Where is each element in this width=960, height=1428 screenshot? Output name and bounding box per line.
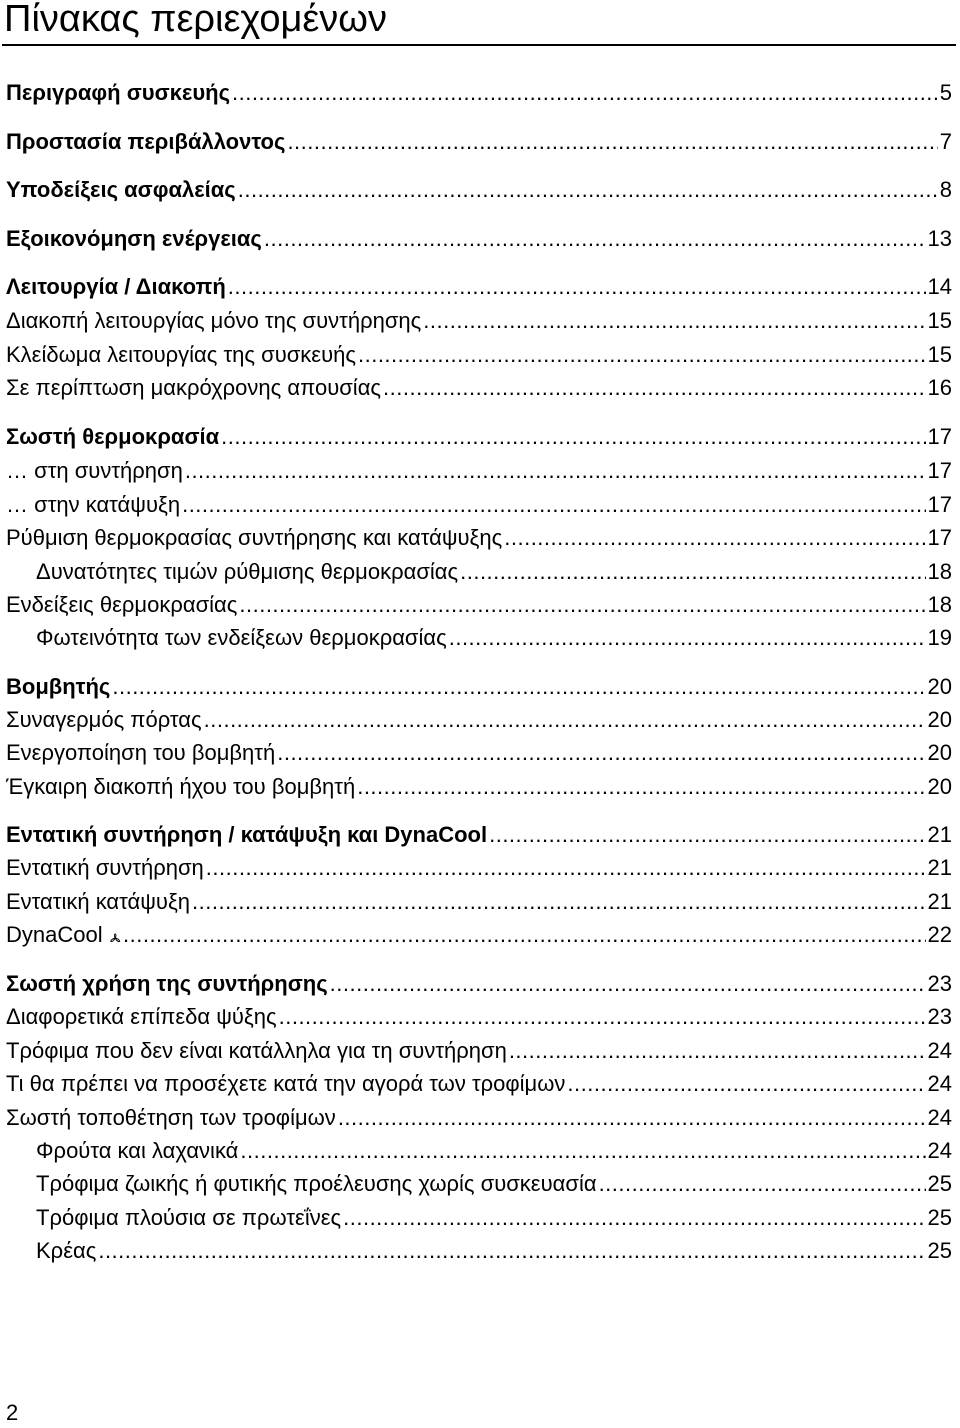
toc-entry[interactable] [36,1236,952,1266]
toc-entry-page: 18 [927,559,952,584]
toc-entry-page: 24 [927,1071,952,1096]
toc-entry-page: 21 [927,889,952,914]
fan-icon [109,926,121,950]
toc-entry-page: 21 [927,822,952,847]
toc-entry[interactable] [36,1203,952,1233]
toc-entry-label: Λειτουργία / Διακοπή [6,274,226,299]
dot-leader [489,820,925,850]
dot-leader [460,557,925,587]
toc-entry-label: Εξοικονόμηση ενέργειας [6,226,262,251]
toc-entry-page: 20 [927,740,952,765]
dot-leader [232,78,938,108]
toc-entry-page: 24 [927,1105,952,1130]
dot-leader [221,422,925,452]
toc-entry[interactable] [6,422,952,452]
dot-leader [98,1236,925,1266]
toc-entry-label: Σωστή χρήση της συντήρησης [6,971,328,996]
dot-leader [343,1203,925,1233]
dot-leader [264,224,926,254]
toc-entry[interactable] [6,820,952,850]
dot-leader [504,523,925,553]
toc-entry[interactable] [36,623,952,653]
toc-entry-label: Κλείδωμα λειτουργίας της συσκευής [6,342,356,367]
page-number: 2 [6,1400,19,1425]
toc-entry[interactable] [6,456,952,486]
toc-entry-label: Φρούτα και λαχανικά [36,1138,239,1163]
toc-entry-page: 25 [927,1205,952,1230]
dot-leader [358,340,926,370]
toc-entry-page: 23 [927,971,952,996]
toc-entry-page: 15 [927,342,952,367]
toc-entry-page: 14 [927,274,952,299]
dot-leader [287,127,937,157]
dot-leader [182,490,925,520]
toc-entry[interactable] [6,738,952,768]
toc-entry[interactable] [6,1036,952,1066]
dot-leader [599,1169,926,1199]
toc-entry-page: 13 [927,226,952,251]
toc-entry-label: … στην κατάψυξη [6,492,181,517]
toc-entry[interactable] [6,672,952,702]
toc-entry[interactable] [6,127,952,157]
toc-entry[interactable] [6,1103,952,1133]
toc-entry-page: 25 [927,1171,952,1196]
toc-entry-label: Διαφορετικά επίπεδα ψύξης [6,1004,277,1029]
toc-entry-label: Τρόφιμα ζωικής ή φυτικής προέλευσης χωρίς συσκευασία [36,1171,597,1196]
toc-entry[interactable] [6,224,952,254]
toc-entry-label: Φωτεινότητα των ενδείξεων θερμοκρασίας [36,625,447,650]
toc-entry-page: 20 [927,774,952,799]
toc-entry-page: 7 [939,129,952,154]
toc-entry-page: 22 [927,922,952,947]
toc-entry-page: 16 [927,375,952,400]
dot-leader [204,705,926,735]
toc-entry-label: Δυνατότητες τιμών ρύθμισης θερμοκρασίας [36,559,459,584]
toc-entry-label: Σωστή τοποθέτηση των τροφίμων [6,1105,336,1130]
dot-leader [509,1036,926,1066]
dot-leader [240,1136,925,1166]
toc-entry-label: Ρύθμιση θερμοκρασίας συντήρησης και κατάψυξης [6,525,503,550]
toc-entry[interactable] [6,969,952,999]
dot-leader [192,887,925,917]
toc-entry-label: Σωστή θερμοκρασία [6,424,220,449]
dot-leader [567,1069,925,1099]
dot-leader [338,1103,926,1133]
dot-leader [239,590,925,620]
toc-entry[interactable] [6,853,952,883]
toc-entry-label: Έγκαιρη διακοπή ήχου του βομβητή [6,774,356,799]
dot-leader [112,672,925,702]
toc-entry-page: 17 [927,458,952,483]
toc-entry-page: 23 [927,1004,952,1029]
dot-leader [277,738,925,768]
dot-leader [449,623,926,653]
toc-entry-page: 20 [927,707,952,732]
toc-entry-page: 18 [927,592,952,617]
dot-leader [330,969,926,999]
toc-entry-label: DynaCool [6,922,103,947]
toc-entry[interactable] [6,490,952,520]
toc-entry-page: 17 [927,492,952,517]
toc-entry-label: Προστασία περιβάλλοντος [6,129,286,154]
toc-entry-page: 8 [939,177,952,202]
toc-entry[interactable] [6,272,952,302]
toc-entry-page: 24 [927,1138,952,1163]
toc-entry[interactable] [6,1069,952,1099]
toc-entry-label: Σε περίπτωση μακρόχρονης απουσίας [6,375,382,400]
toc-entry-label: Εντατική κατάψυξη [6,889,191,914]
toc-entry-label: Βομβητής [6,674,111,699]
toc-entry[interactable] [6,306,952,336]
toc-entry[interactable] [6,340,952,370]
toc-entry[interactable] [6,523,952,553]
toc-entry-label: Υποδείξεις ασφαλείας [6,177,236,202]
toc-entry-page: 17 [927,424,952,449]
toc-entry-page: 17 [927,525,952,550]
toc-entry-label: Τι θα πρέπει να προσέχετε κατά την αγορά των τροφίμων [6,1071,566,1096]
toc-entry[interactable] [6,1002,952,1032]
dot-leader [383,373,926,403]
toc-entry-label: Ενεργοποίηση του βομβητή [6,740,276,765]
dot-leader [357,772,925,802]
dot-leader [279,1002,926,1032]
toc-entry-label: Συναγερμός πόρτας [6,707,202,732]
toc-entry[interactable] [6,887,952,917]
toc-entry[interactable] [6,920,952,950]
toc-entry-page: 20 [927,674,952,699]
toc-entry[interactable] [6,78,952,108]
toc-entry-page: 15 [927,308,952,333]
toc-entry-label: … στη συντήρηση [6,458,183,483]
toc-entry-label: Ενδείξεις θερμοκρασίας [6,592,238,617]
toc-entry[interactable] [6,772,952,802]
toc-entry[interactable] [6,175,952,205]
toc-entry[interactable] [36,557,952,587]
title-divider [2,44,956,46]
toc-entry-label: Περιγραφή συσκευής [6,80,231,105]
toc-entry-label: Διακοπή λειτουργίας μόνο της συντήρησης [6,308,422,333]
toc-entry-page: 24 [927,1038,952,1063]
dot-leader [185,456,926,486]
toc-entry-page: 25 [927,1238,952,1263]
toc-entry[interactable] [6,590,952,620]
toc-entry-label: Κρέας [36,1238,97,1263]
toc-entry[interactable] [36,1169,952,1199]
toc-entry-page: 19 [927,625,952,650]
dot-leader [123,920,926,950]
toc-entry-label: Τρόφιμα που δεν είναι κατάλληλα για τη συντήρηση [6,1038,507,1063]
dot-leader [238,175,938,205]
dot-leader [228,272,926,302]
toc-entry-label: Τρόφιμα πλούσια σε πρωτεΐνες [36,1205,342,1230]
dot-leader [206,853,926,883]
dot-leader [423,306,925,336]
toc-entry-page: 5 [939,80,952,105]
toc-entry-label: Εντατική συντήρηση [6,855,204,880]
toc-entry[interactable] [36,1136,952,1166]
toc-entry[interactable] [6,705,952,735]
toc-entry-page: 21 [927,855,952,880]
toc-entry-label: Εντατική συντήρηση / κατάψυξη και DynaCool [6,822,488,847]
toc-entry[interactable] [6,373,952,403]
page-title: Πίνακας περιεχομένων [4,0,387,40]
